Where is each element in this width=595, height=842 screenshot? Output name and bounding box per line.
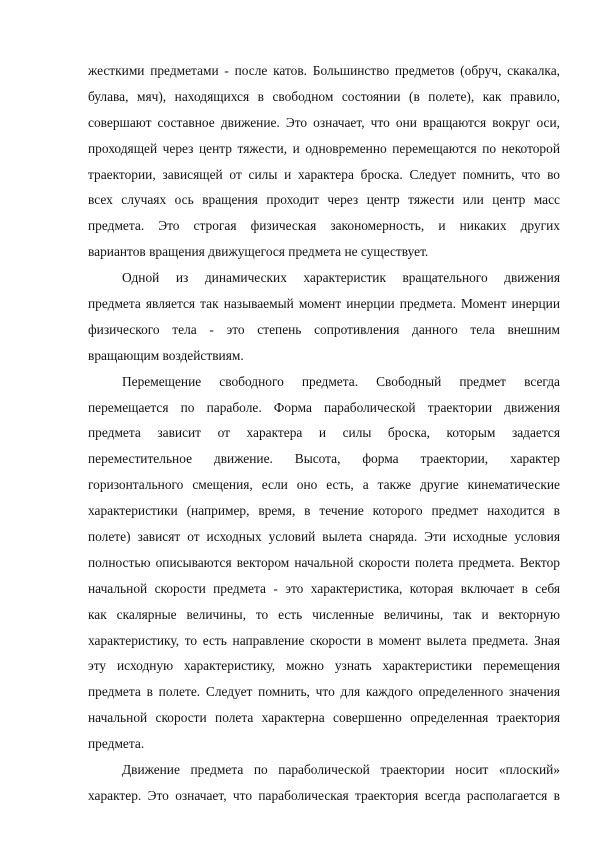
text-line: характеристики (например, время, в течение которого предмет находится в [88,503,560,519]
text-line: полете) зависят от исходных условий вылета снаряда. Эти исходные условия [88,529,560,545]
text-line: всех случаях ось вращения проходит через центр тяжести или центр масс [88,192,560,208]
text-line: горизонтального смещения, если оно есть, а также другие кинематические [88,477,560,493]
text-line: Движение предмета по параболической траектории носит «плоский» [122,762,560,778]
text-line: характеристику, то есть направление скорости в момент вылета предмета. Зная [88,632,560,648]
text-line: предмета является так называемый момент инерции предмета. Момент инерции [88,296,560,312]
text-line: переместительное движение. Высота, форма траектории, характер [88,451,560,467]
text-line: как скалярные величины, то есть численные величины, так и векторную [88,606,560,622]
text-line: начальной скорости предмета - это характеристика, которая включает в себя [88,580,560,596]
text-line: начальной скорости полета характерна совершенно определенная траектория [88,710,560,726]
text-line: предмета в полете. Следует помнить, что для каждого определенного значения [88,684,560,700]
text-line: предмета зависит от характера и силы броска, которым задается [88,425,560,441]
body-text [88,58,560,809]
text-line: булава, мяч), находящихся в свободном состоянии (в полете), как правило, [88,88,560,104]
text-line: физического тела - это степень сопротивления данного тела внешним [88,321,560,337]
text-line: характер. Это означает, что параболическая траектория всегда располагается в [88,787,560,803]
text-line: полностью описываются вектором начальной скорости полета предмета. Вектор [88,554,560,570]
text-line: Перемещение свободного предмета. Свободный предмет всегда [122,373,560,389]
text-line: траектории, зависящей от силы и характера броска. Следует помнить, что во [88,166,560,182]
text-line: проходящей через центр тяжести, и одновременно перемещаются по некоторой [88,140,560,156]
text-line: Одной из динамических характеристик вращательного движения [122,270,560,286]
text-line: предмета. [88,736,145,752]
text-line: вариантов вращения движущегося предмета не существует. [88,244,429,260]
text-line: совершают составное движение. Это означает, что они вращаются вокруг оси, [88,114,560,130]
text-line: предмета. Это строгая физическая закономерность, и никаких других [88,218,560,234]
text-line: вращающим воздействиям. [88,347,244,363]
text-line: перемещается по параболе. Форма параболической траектории движения [88,399,560,415]
text-line: эту исходную характеристику, можно узнать характеристики перемещения [88,658,560,674]
text-line: жесткими предметами - после катов. Большинство предметов (обруч, скакалка, [88,63,560,78]
